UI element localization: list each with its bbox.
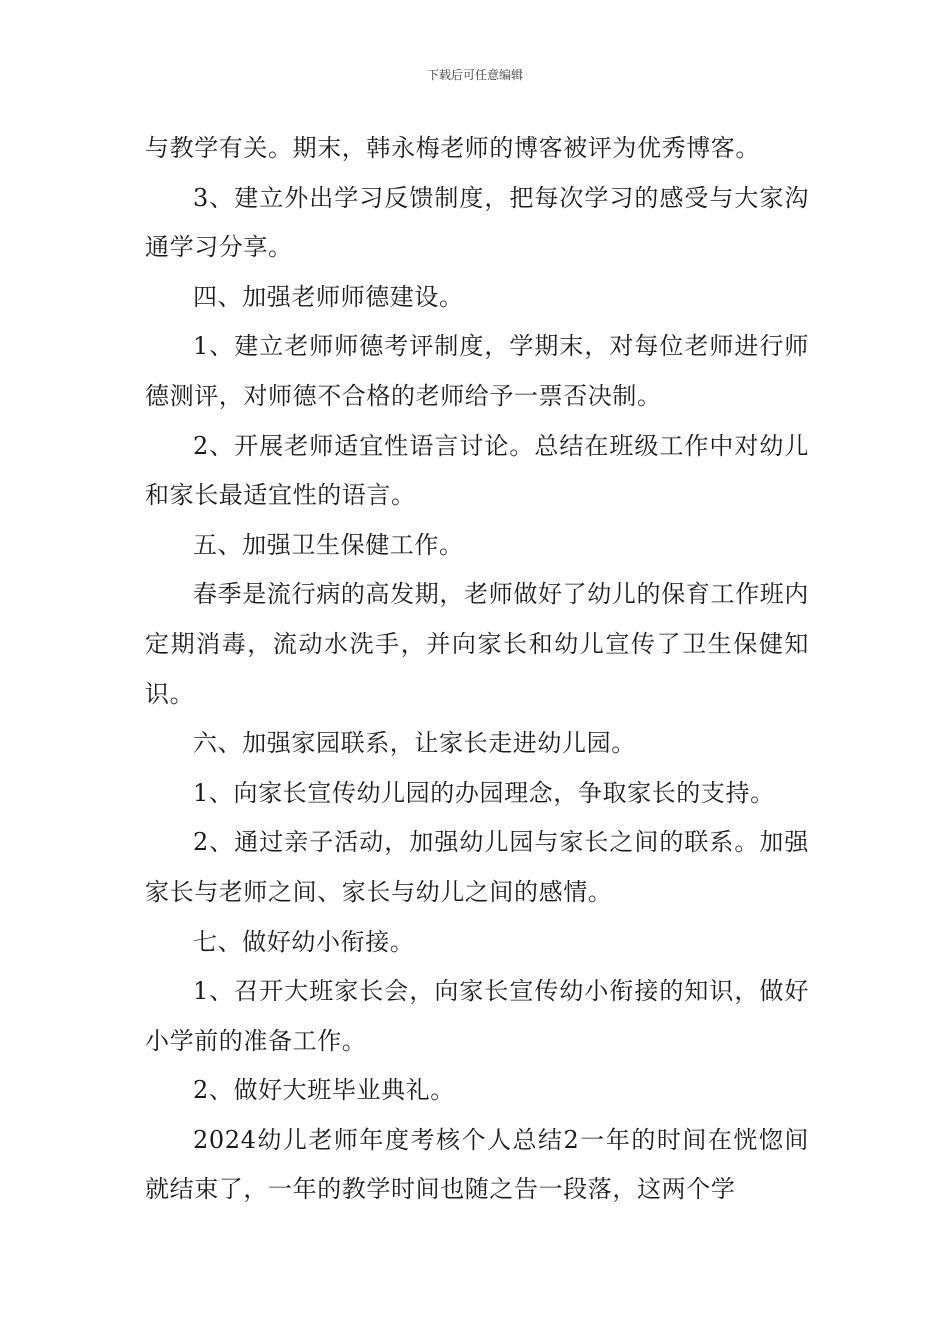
section-heading: 六、加强家园联系，让家长走进幼儿园。 bbox=[193, 729, 636, 758]
paragraph: 与教学有关。期末，韩永梅老师的博客被评为优秀博客。 bbox=[145, 134, 760, 162]
section-heading: 五、加强卫生保健工作。 bbox=[193, 530, 464, 559]
paragraph: 2、做好大班毕业典礼。 bbox=[193, 1076, 455, 1105]
paragraph: 1、召开大班家长会，向家长宣传幼小衔接的知识，做好小学前的准备工作。 bbox=[145, 977, 809, 1055]
section-heading: 七、做好幼小衔接。 bbox=[193, 927, 415, 956]
paragraph: 2、开展老师适宜性语言讨论。总结在班级工作中对幼儿和家长最适宜性的语言。 bbox=[145, 431, 809, 510]
paragraph: 3、建立外出学习反馈制度，把每次学习的感受与大家沟通学习分享。 bbox=[145, 183, 809, 262]
paragraph: 1、向家长宣传幼儿园的办园理念，争取家长的支持。 bbox=[193, 778, 775, 807]
section-heading: 四、加强老师师德建设。 bbox=[193, 282, 464, 311]
document-body bbox=[145, 124, 809, 1215]
paragraph: 1、建立老师师德考评制度，学期末，对每位老师进行师德测评，对师德不合格的老师给予一票否决制。 bbox=[145, 332, 809, 410]
paragraph: 2024幼儿老师年度考核个人总结2一年的时间在恍惚间就结束了，一年的教学时间也随之告一段落，这两个学 bbox=[145, 1125, 809, 1204]
paragraph: 春季是流行病的高发期，老师做好了幼儿的保育工作班内定期消毒，流动水洗手，并向家长和幼儿宣传了卫生保健知识。 bbox=[145, 580, 809, 708]
paragraph: 2、通过亲子活动，加强幼儿园与家长之间的联系。加强家长与老师之间、家长与幼儿之间的感情。 bbox=[145, 828, 809, 906]
page-header: 下载后可任意编辑 bbox=[426, 68, 523, 82]
